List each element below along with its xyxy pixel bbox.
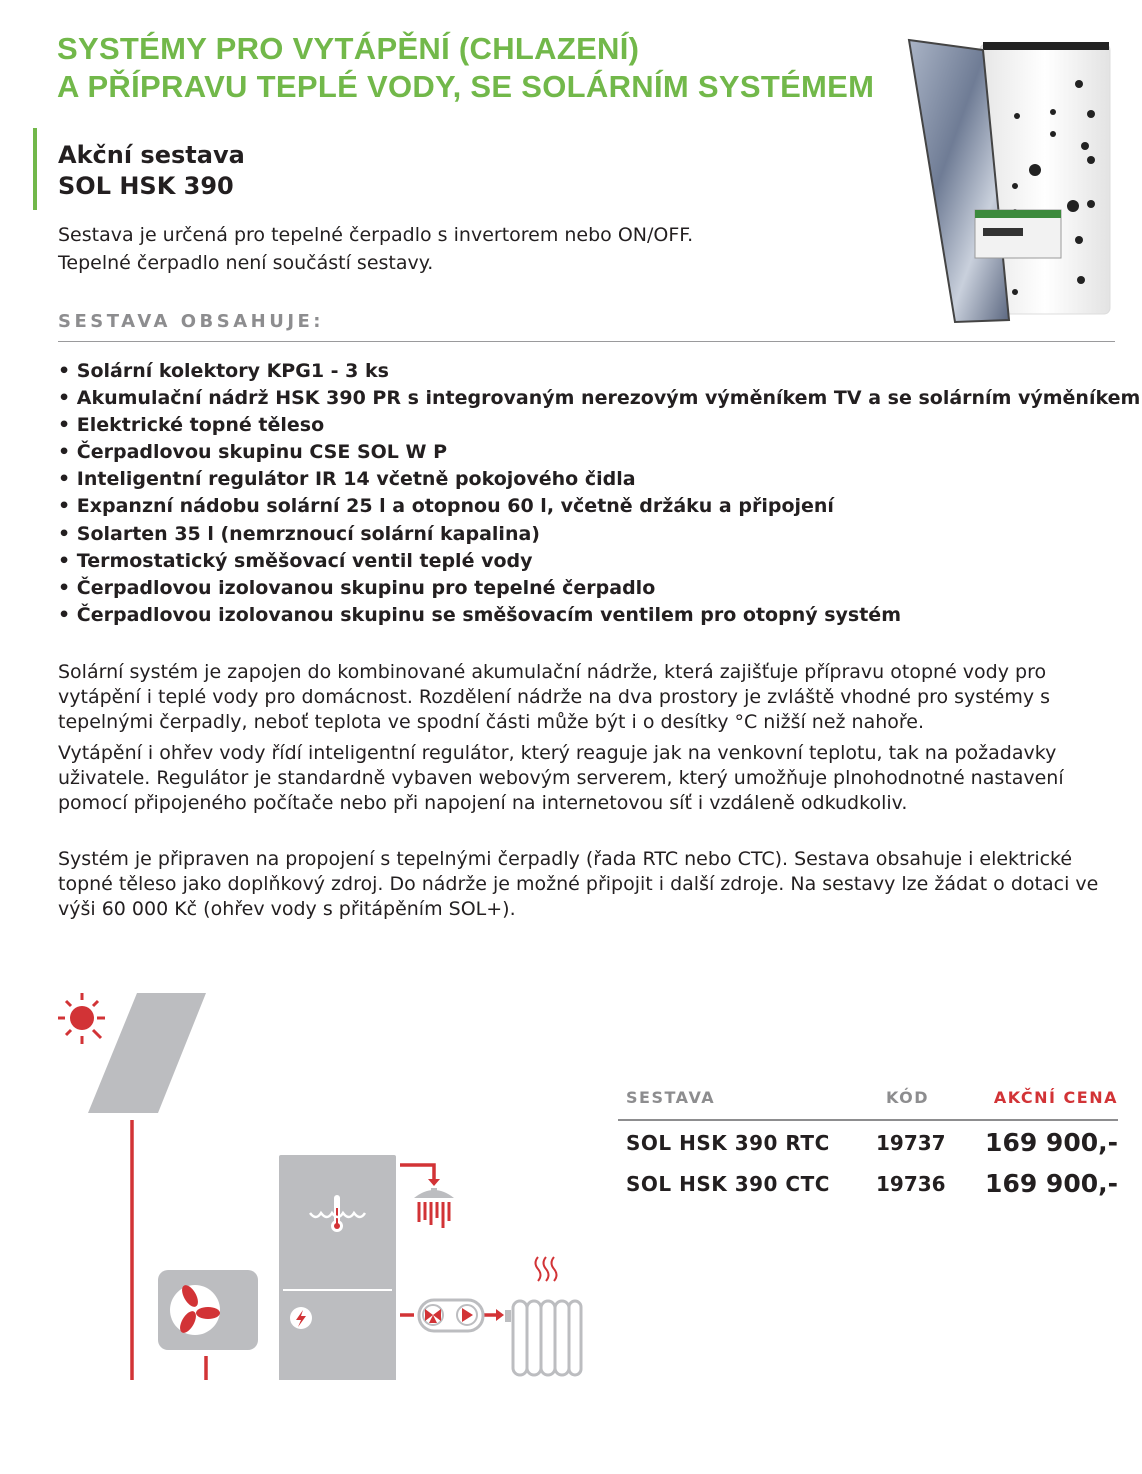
solar-collector-icon — [88, 993, 206, 1113]
heat-waves-icon — [536, 1257, 557, 1281]
list-item: • Akumulační nádrž HSK 390 PR s integrovaným nerezovým výměníkem TV a se solárním výměníkem — [58, 385, 1140, 412]
mixing-group-icon — [419, 1300, 483, 1331]
title-line-2: A PŘÍPRAVU TEPLÉ VODY, SE SOLÁRNÍM SYSTÉMEM — [57, 69, 875, 104]
set-price: 169 900,- — [985, 1169, 1118, 1198]
heating-element-icon — [290, 1307, 312, 1329]
set-code: 19737 — [876, 1131, 946, 1155]
title-line-1: SYSTÉMY PRO VYTÁPĚNÍ (CHLAZENÍ) — [57, 31, 640, 66]
intro-line-1: Sestava je určená pro tepelné čerpadlo s invertorem nebo ON/OFF. — [58, 224, 694, 246]
contents-list — [58, 358, 1140, 629]
column-header-price: AKČNÍ CENA — [993, 1088, 1118, 1107]
table-row — [618, 1128, 1118, 1167]
list-item: • Inteligentní regulátor IR 14 včetně pokojového čidla — [58, 466, 1140, 493]
list-item: • Čerpadlovou skupinu CSE SOL W P — [58, 439, 1140, 466]
set-name: SOL HSK 390 CTC — [626, 1172, 830, 1196]
list-item: • Expanzní nádobu solární 25 l a otopnou 60 l, včetně držáku a připojení — [58, 493, 1140, 520]
set-name: SOL HSK 390 RTC — [626, 1131, 830, 1155]
contents-heading: SESTAVA OBSAHUJE: — [58, 311, 325, 332]
accent-bar — [33, 128, 37, 210]
shower-icon — [414, 1188, 454, 1228]
product-intro — [58, 221, 693, 277]
product-image — [905, 36, 1115, 326]
subtitle-line-2: SOL HSK 390 — [58, 172, 234, 200]
radiator-icon — [505, 1301, 581, 1375]
set-price: 169 900,- — [985, 1128, 1118, 1157]
column-header-code: KÓD — [886, 1088, 930, 1107]
product-subtitle — [58, 140, 245, 202]
subtitle-line-1: Akční sestava — [58, 141, 245, 169]
description-paragraph: Systém je připraven na propojení s tepelnými čerpadly (řada RTC nebo CTC). Sestava obsahuje i elektrické topné těleso jako doplňkový zdroj. Do nádrže je možné připojit i další zdroje. Na sestavy lze žádat o dotaci ve výši 60 000 Kč (ohřev vody s přitápěním SOL+). — [58, 848, 1099, 920]
divider — [58, 341, 1115, 342]
table-divider — [618, 1119, 1118, 1121]
storage-tank-icon — [279, 1155, 396, 1380]
list-item: • Čerpadlovou izolovanou skupinu pro tepelné čerpadlo — [58, 575, 1140, 602]
list-item: • Termostatický směšovací ventil teplé vody — [58, 548, 1140, 575]
set-code: 19736 — [876, 1172, 946, 1196]
sun-icon — [58, 993, 105, 1044]
description-paragraph: Solární systém je zapojen do kombinované akumulační nádrže, která zajišťuje přípravu otopné vody pro vytápění i teplé vody pro domácnost. Rozdělení nádrže na dva prostory je zvláště vhodné pro systémy s tepelnými čerpadly, neboť teplota ve spodní části může být i o desítky °C nižší než nahoře. — [58, 661, 1051, 733]
description-paragraph: Vytápění i ohřev vody řídí inteligentní regulátor, který reaguje jak na venkovní teplotu, tak na požadavky uživatele. Regulátor je standardně vybaven webovým serverem, který umožňuje plnohodnotné nastavení pomocí připojeného počítače nebo při napojení na internetovou síť i vzdáleně odkudkoliv. — [58, 742, 1064, 814]
list-item: • Solární kolektory KPG1 - 3 ks — [58, 358, 1140, 385]
table-row — [618, 1169, 1118, 1208]
list-item: • Čerpadlovou izolovanou skupinu se směšovacím ventilem pro otopný systém — [58, 602, 1140, 629]
intro-line-2: Tepelné čerpadlo není součástí sestavy. — [58, 252, 434, 274]
page-title — [57, 30, 874, 106]
list-item: • Elektrické topné těleso — [58, 412, 1140, 439]
system-diagram — [0, 960, 600, 1380]
column-header-set: SESTAVA — [626, 1088, 716, 1107]
list-item: • Solarten 35 l (nemrznoucí solární kapalina) — [58, 521, 1140, 548]
